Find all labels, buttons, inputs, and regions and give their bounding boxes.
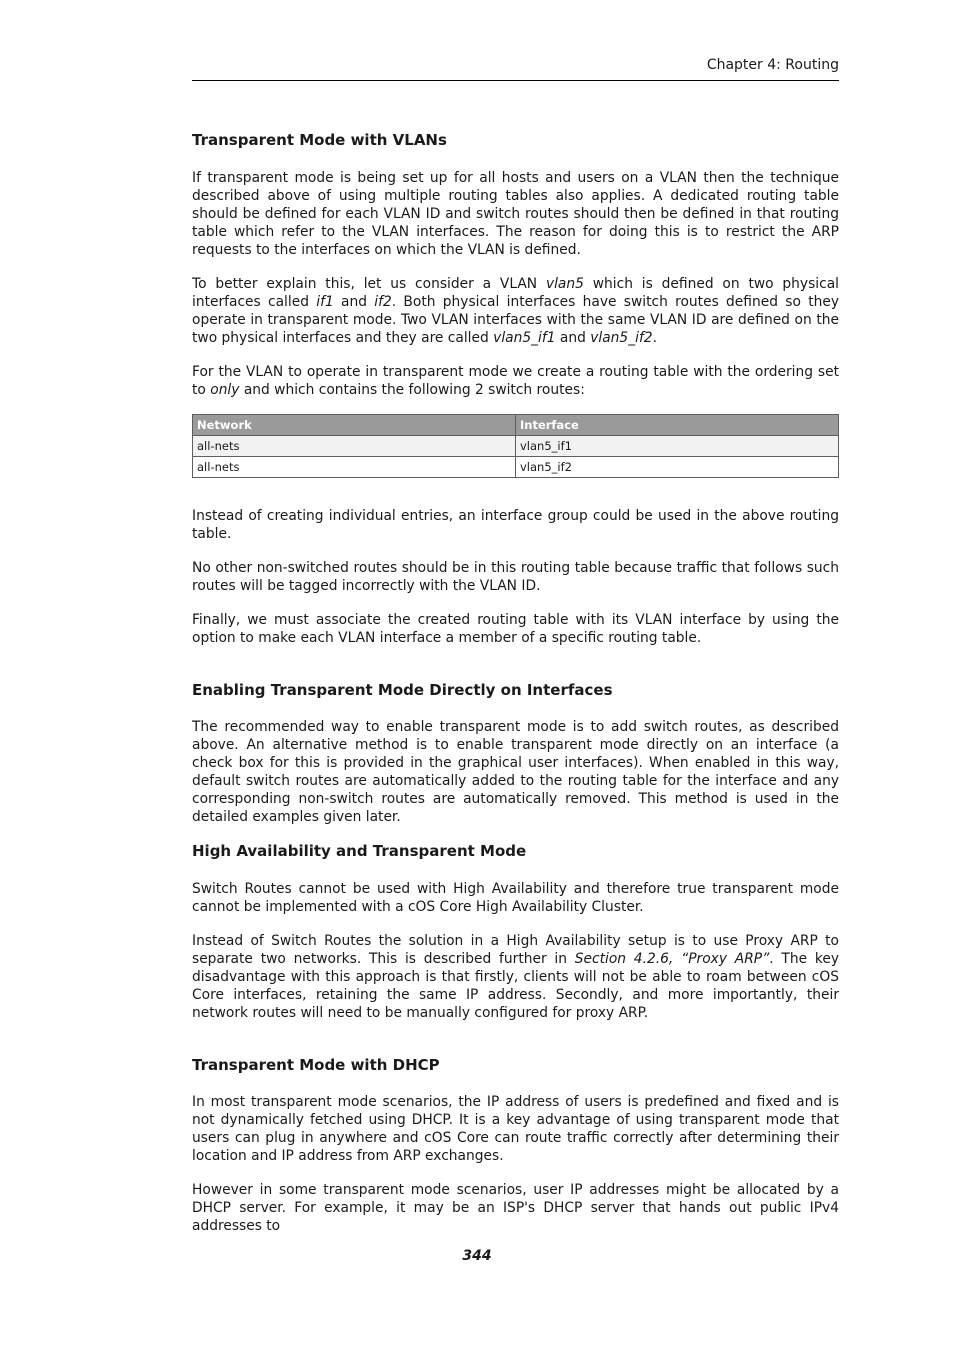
column-header-interface: Interface bbox=[516, 415, 839, 436]
paragraph-vlans-intro: If transparent mode is being set up for all hosts and users on a VLAN then the technique described above of using multiple routing tables also applies. A dedicated routing table should be defined for each VLAN ID and switch routes should then be defined in that routing table which refer to the VLAN interfaces. The reason for doing this is to restrict the ARP requests to the interfaces on which the VLAN is defined. bbox=[192, 170, 839, 258]
paragraph-dhcp-scenario: However in some transparent mode scenarios, user IP addresses might be allocated by a DHCP server. For example, it may be an ISP's DHCP server that hands out public IPv4 addresses to bbox=[192, 1182, 839, 1234]
cross-reference-link[interactable]: Section 4.2.6, “Proxy ARP” bbox=[574, 951, 770, 967]
paragraph-ha-proxy-arp: Instead of Switch Routes the solution in a High Availability setup is to use Proxy ARP to separate two networks. This is described further in Section 4.2.6, “Proxy ARP”. The key disadvantage with this approach is that firstly, clients will not be able to roam between cOS Core interfaces, retaining the same IP address. Secondly, and more importantly, their network routes will need to be manually configured for proxy ARP. bbox=[192, 933, 839, 1021]
paragraph-vlans-routing-table: For the VLAN to operate in transparent mode we create a routing table with the ordering set to only and which contains the following 2 switch routes: bbox=[192, 364, 839, 398]
paragraph-dhcp-intro: In most transparent mode scenarios, the IP address of users is predefined and fixed and is not dynamically fetched using DHCP. It is a key advantage of using transparent mode that users can plug in anywhere and cOS Core can route traffic correctly after determining their location and IP address from ARP exchanges. bbox=[192, 1094, 839, 1164]
paragraph-associate-table: Finally, we must associate the created routing table with its VLAN interface by using the option to make each VLAN interface a member of a specific routing table. bbox=[192, 612, 839, 646]
chapter-title: Chapter 4: Routing bbox=[706, 57, 839, 73]
table-row bbox=[193, 457, 839, 478]
paragraph-vlans-example: To better explain this, let us consider a VLAN vlan5 which is defined on two physical interfaces called if1 and if2. Both physical interfaces have switch routes defined so they operate in transparent mode. Two VLAN interfaces with the same VLAN ID are defined on the two physical interfaces and they are called vlan5_if1 and vlan5_if2. bbox=[192, 276, 839, 346]
table-cell-interface: vlan5_if1 bbox=[516, 436, 839, 457]
section-heading-ha: High Availability and Transparent Mode bbox=[192, 842, 527, 860]
table-cell-network: all-nets bbox=[193, 436, 516, 457]
section-heading-vlans: Transparent Mode with VLANs bbox=[192, 131, 447, 149]
table-cell-interface: vlan5_if2 bbox=[516, 457, 839, 478]
page-header bbox=[192, 56, 839, 81]
paragraph-direct-enable: The recommended way to enable transparent mode is to add switch routes, as described above. An alternative method is to enable transparent mode directly on an interface (a check box for this is provided in the graphical user interfaces). When enabled in this way, default switch routes are automatically added to the routing table for the interface and any corresponding non-switch routes are automatically removed. This method is used in the detailed examples given later. bbox=[192, 719, 839, 825]
paragraph-ha-limitation: Switch Routes cannot be used with High Availability and therefore true transparent mode cannot be implemented with a cOS Core High Availability Cluster. bbox=[192, 881, 839, 915]
page-number: 344 bbox=[462, 1248, 492, 1264]
column-header-network: Network bbox=[193, 415, 516, 436]
section-heading-direct: Enabling Transparent Mode Directly on Interfaces bbox=[192, 681, 613, 699]
table-header-row bbox=[193, 415, 839, 436]
section-heading-dhcp: Transparent Mode with DHCP bbox=[192, 1056, 440, 1074]
table-cell-network: all-nets bbox=[193, 457, 516, 478]
paragraph-non-switched-routes: No other non-switched routes should be in this routing table because traffic that follows such routes will be tagged incorrectly with the VLAN ID. bbox=[192, 560, 839, 594]
switch-routes-table bbox=[192, 414, 839, 478]
paragraph-interface-group: Instead of creating individual entries, an interface group could be used in the above routing table. bbox=[192, 508, 839, 542]
table-row bbox=[193, 436, 839, 457]
